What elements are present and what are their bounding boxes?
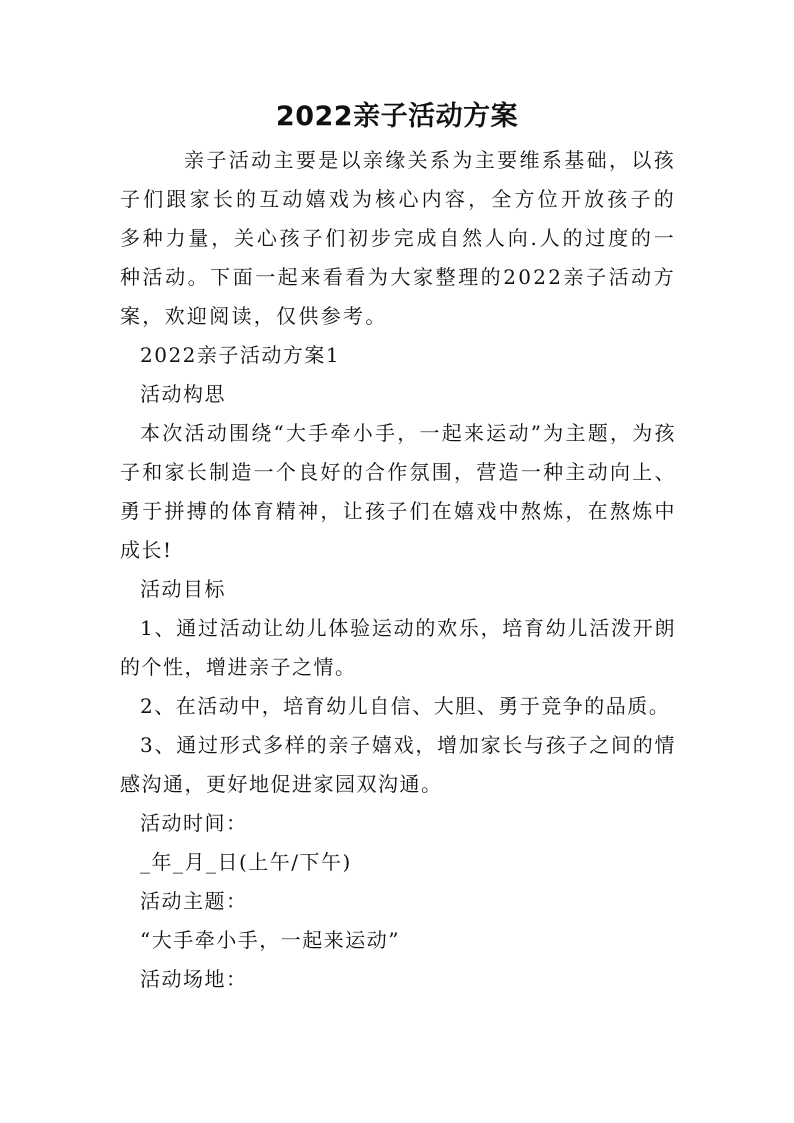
document-body [120,141,676,999]
venue-heading: 活动场地： [140,967,248,991]
goal-item-2: 2、在活动中，培育幼儿自信、大胆、勇于竞争的品质。 [140,694,671,718]
theme-value: “大手牵小手，一起来运动” [140,928,400,952]
concept-paragraph: 本次活动围绕“大手牵小手，一起来运动”为主题，为孩子和家长制造一个良好的合作氛围，营造一种主动向上、勇于拼搏的体育精神，让孩子们在嬉戏中熬炼，在熬炼中成长! [120,421,676,562]
document-title: 2022亲子活动方案 [275,101,519,132]
theme-heading: 活动主题： [140,889,248,913]
goals-heading: 活动目标 [140,577,226,601]
time-value: _年_月_日(上午/下午) [140,850,352,874]
section-title: 2022亲子活动方案1 [140,343,341,367]
concept-heading: 活动构思 [140,382,226,406]
goal-item-3: 3、通过形式多样的亲子嬉戏，增加家长与孩子之间的情感沟通，更好地促进家园双沟通。 [120,733,676,796]
intro-paragraph: 亲子活动主要是以亲缘关系为主要维系基础，以孩子们跟家长的互动嬉戏为核心内容，全方位开放孩子的多种力量，关心孩子们初步完成自然人向.人的过度的一种活动。下面一起来看看为大家整理的2022亲子活动方案，欢迎阅读，仅供参考。 [120,148,676,328]
time-heading: 活动时间： [140,811,248,835]
goal-item-1: 1、通过活动让幼儿体验运动的欢乐，培育幼儿活泼开朗的个性，增进亲子之情。 [120,616,676,679]
